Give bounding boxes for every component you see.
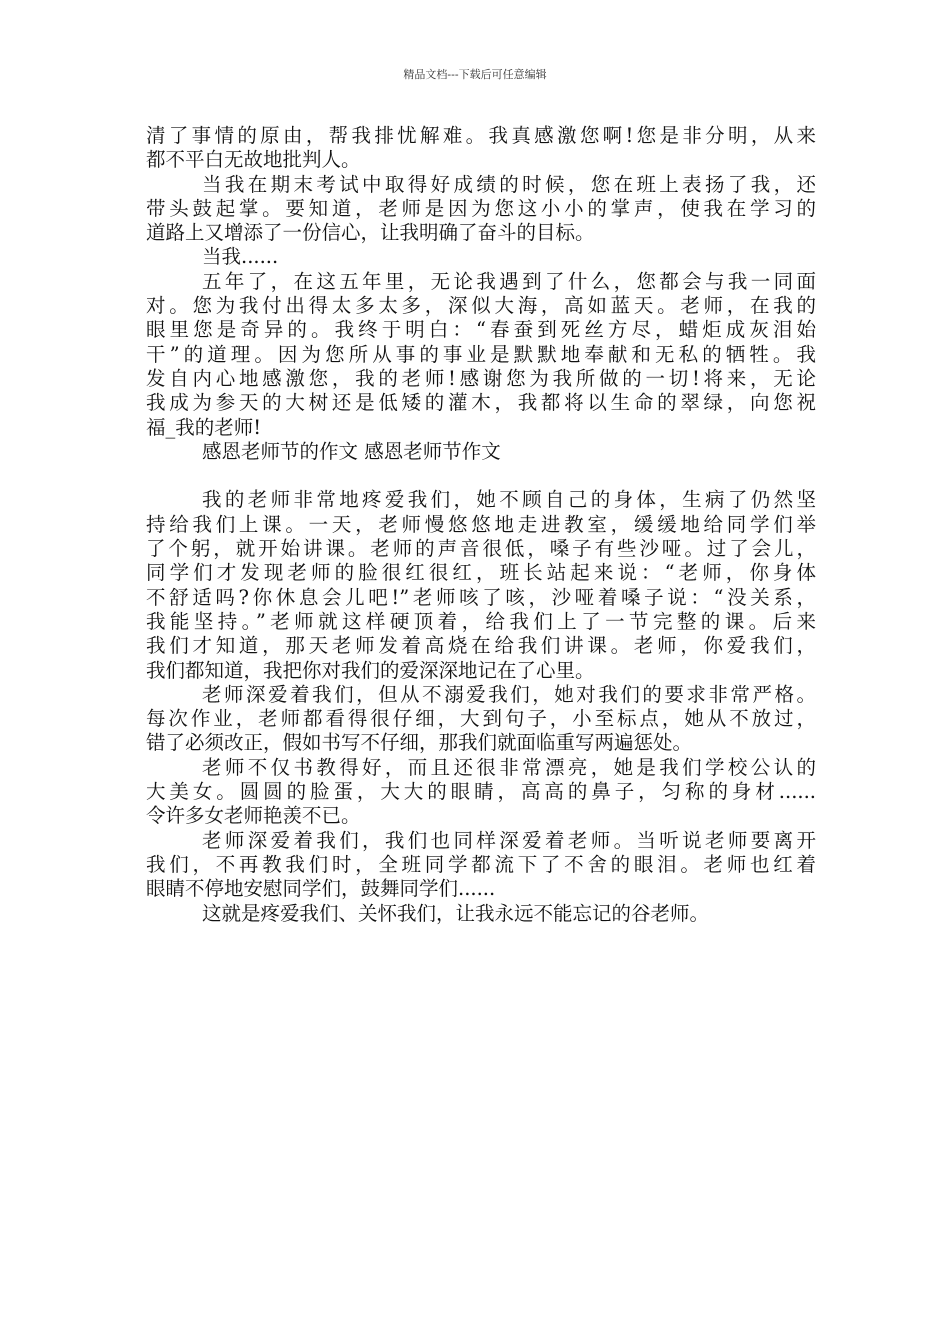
text-line: 带头鼓起掌。要知道，老师是因为您这小小的掌声，使我在学习的 [146, 196, 816, 220]
text-line: 干”的道理。因为您所从事的事业是默默地奉献和无私的牺牲。我 [146, 342, 816, 366]
text-line: 同学们才发现老师的脸很红很红，班长站起来说：“老师，你身体 [146, 561, 816, 585]
text-line: 令许多女老师艳羡不已。 [146, 804, 361, 828]
text-line: 这就是疼爱我们、关怀我们，让我永远不能忘记的谷老师。 [202, 901, 710, 925]
text-line: 不舒适吗?你休息会儿吧!”老师咳了咳，沙哑着嗓子说：“没关系， [146, 585, 816, 609]
text-line: 了个躬，就开始讲课。老师的声音很低，嗓子有些沙哑。过了会儿， [146, 537, 816, 561]
text-line: 我成为参天的大树还是低矮的灌木，我都将以生命的翠绿，向您祝 [146, 391, 816, 415]
text-line: 道路上又增添了一份信心，让我明确了奋斗的目标。 [146, 221, 595, 245]
text-line: 我们才知道，那天老师发着高烧在给我们讲课。老师，你爱我们， [146, 634, 816, 658]
text-line: 我们都知道，我把你对我们的爱深深地记在了心里。 [146, 658, 595, 682]
blank-line [146, 464, 816, 488]
document-body [146, 124, 816, 926]
text-line: 清了事情的原由，帮我排忧解难。我真感激您啊!您是非分明，从来 [146, 124, 816, 147]
text-line: 老师不仅书教得好，而且还很非常漂亮，她是我们学校公认的 [202, 755, 816, 779]
text-line: 当我在期末考试中取得好成绩的时候，您在班上表扬了我，还 [202, 172, 816, 196]
text-line: 我们，不再教我们时，全班同学都流下了不舍的眼泪。老师也红着 [146, 852, 816, 876]
text-line: 福_我的老师! [146, 415, 262, 439]
text-line: 眼里您是奇异的。我终于明白：“春蚕到死丝方尽，蜡炬成灰泪始 [146, 318, 816, 342]
page-header: 精品文档---下载后可任意编辑 [403, 68, 547, 81]
text-line: 都不平白无故地批判人。 [146, 148, 361, 172]
text-line: 大美女。圆圆的脸蛋，大大的眼睛，高高的鼻子，匀称的身材...... [146, 780, 816, 804]
text-line: 眼睛不停地安慰同学们，鼓舞同学们...... [146, 877, 496, 901]
text-line: 我的老师非常地疼爱我们，她不顾自己的身体，生病了仍然坚 [202, 488, 816, 512]
text-line: 发自内心地感激您，我的老师!感谢您为我所做的一切!将来，无论 [146, 366, 816, 390]
essay-title: 感恩老师节的作文 感恩老师节作文 [202, 439, 501, 463]
text-line: 我能坚持。”老师就这样硬顶着，给我们上了一节完整的课。后来 [146, 609, 816, 633]
text-line: 对。您为我付出得太多太多，深似大海，高如蓝天。老师，在我的 [146, 294, 816, 318]
text-line: 当我...... [202, 245, 279, 269]
text-line: 每次作业，老师都看得很仔细，大到句子，小至标点，她从不放过， [146, 707, 816, 731]
text-line: 持给我们上课。一天，老师慢悠悠地走进教室，缓缓地给同学们举 [146, 512, 816, 536]
text-line: 错了必须改正，假如书写不仔细，那我们就面临重写两遍惩处。 [146, 731, 693, 755]
text-line: 五年了，在这五年里，无论我遇到了什么，您都会与我一同面 [202, 269, 816, 293]
text-line: 老师深爱着我们，我们也同样深爱着老师。当听说老师要离开 [202, 828, 816, 852]
text-line: 老师深爱着我们，但从不溺爱我们，她对我们的要求非常严格。 [202, 682, 816, 706]
